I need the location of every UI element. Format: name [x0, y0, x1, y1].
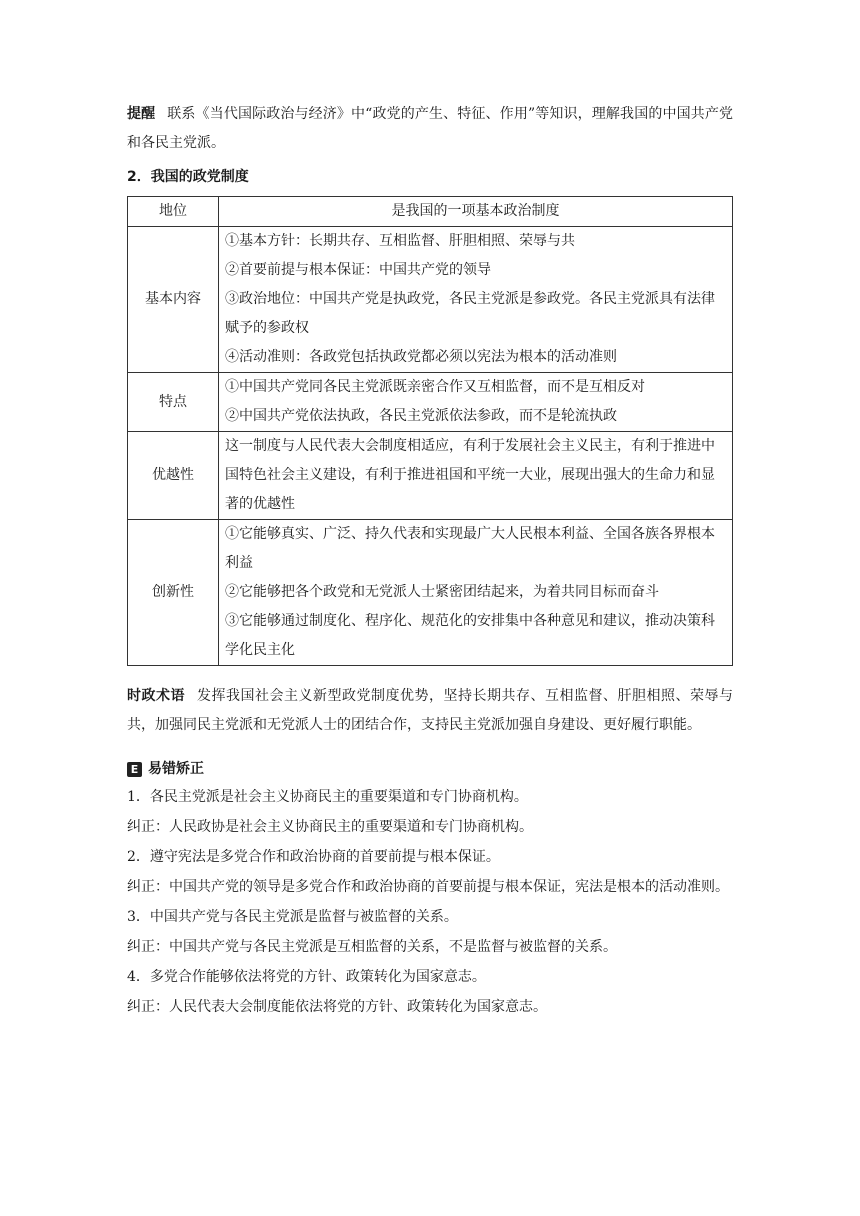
tixing-text: 联系《当代国际政治与经济》中“政党的产生、特征、作用”等知识，理解我国的中国共产党和各民主党派。	[127, 106, 734, 151]
row-content	[219, 227, 733, 373]
row-line: ③它能够通过制度化、程序化、规范化的安排集中各种意见和建议，推动决策科学化民主化	[225, 613, 715, 658]
correction-icon: E	[127, 762, 142, 777]
list-item-correction: 纠正：人民政协是社会主义协商民主的重要渠道和专门协商机构。	[127, 819, 533, 835]
list-item-question: 2．遵守宪法是多党合作和政治协商的首要前提与根本保证。	[127, 849, 500, 865]
row-key: 创新性	[128, 520, 219, 666]
row-line: ②首要前提与根本保证：中国共产党的领导	[225, 262, 491, 278]
shizheng-text: 发挥我国社会主义新型政党制度优势，坚持长期共存、互相监督、肝胆相照、荣辱与共，加强同民主党派和无党派人士的团结合作，支持民主党派加强自身建设、更好履行职能。	[127, 688, 733, 733]
row-line: 这一制度与人民代表大会制度相适应，有利于发展社会主义民主，有利于推进中国特色社会主义建设，有利于推进祖国和平统一大业，展现出强大的生命力和显著的优越性	[225, 438, 715, 512]
row-line: ②它能够把各个政党和无党派人士紧密团结起来，为着共同目标而奋斗	[225, 584, 659, 600]
table-row	[128, 373, 733, 432]
row-line: ④活动准则：各政党包括执政党都必须以宪法为根本的活动准则	[225, 349, 617, 365]
yicuo-title: 易错矫正	[148, 761, 204, 777]
tixing-label: 提醒	[127, 106, 156, 122]
table-header-value: 是我国的一项基本政治制度	[219, 197, 733, 227]
party-system-table	[127, 196, 733, 666]
yicuo-heading	[127, 756, 733, 782]
row-key: 优越性	[128, 432, 219, 520]
list-item-correction: 纠正：人民代表大会制度能依法将党的方针、政策转化为国家意志。	[127, 999, 547, 1015]
table-row	[128, 432, 733, 520]
row-content	[219, 520, 733, 666]
section-title: 2．我国的政党制度	[127, 169, 249, 185]
list-item-correction: 纠正：中国共产党的领导是多党合作和政治协商的首要前提与根本保证，宪法是根本的活动准则。	[127, 879, 729, 895]
row-line: ①它能够真实、广泛、持久代表和实现最广大人民根本利益、全国各族各界根本利益	[225, 526, 715, 571]
table-header-row	[128, 197, 733, 227]
row-line: ①基本方针：长期共存、互相监督、肝胆相照、荣辱与共	[225, 233, 575, 249]
table-header-key: 地位	[128, 197, 219, 227]
shizheng-paragraph	[127, 682, 733, 740]
row-line: ①中国共产党同各民主党派既亲密合作又互相监督，而不是互相反对	[225, 379, 645, 395]
list-item-question: 1．各民主党派是社会主义协商民主的重要渠道和专门协商机构。	[127, 789, 528, 805]
table-row	[128, 227, 733, 373]
row-line: ②中国共产党依法执政，各民主党派依法参政，而不是轮流执政	[225, 408, 617, 424]
yicuo-list	[127, 782, 733, 1022]
list-item-question: 3．中国共产党与各民主党派是监督与被监督的关系。	[127, 909, 458, 925]
shizheng-label: 时政术语	[127, 688, 185, 704]
list-item-correction: 纠正：中国共产党与各民主党派是互相监督的关系，不是监督与被监督的关系。	[127, 939, 617, 955]
document-page	[127, 100, 733, 1022]
row-key: 特点	[128, 373, 219, 432]
tixing-paragraph	[127, 100, 733, 158]
table-row	[128, 520, 733, 666]
row-content	[219, 432, 733, 520]
row-key: 基本内容	[128, 227, 219, 373]
row-line: ③政治地位：中国共产党是执政党，各民主党派是参政党。各民主党派具有法律赋予的参政权	[225, 291, 715, 336]
list-item-question: 4．多党合作能够依法将党的方针、政策转化为国家意志。	[127, 969, 486, 985]
row-content	[219, 373, 733, 432]
